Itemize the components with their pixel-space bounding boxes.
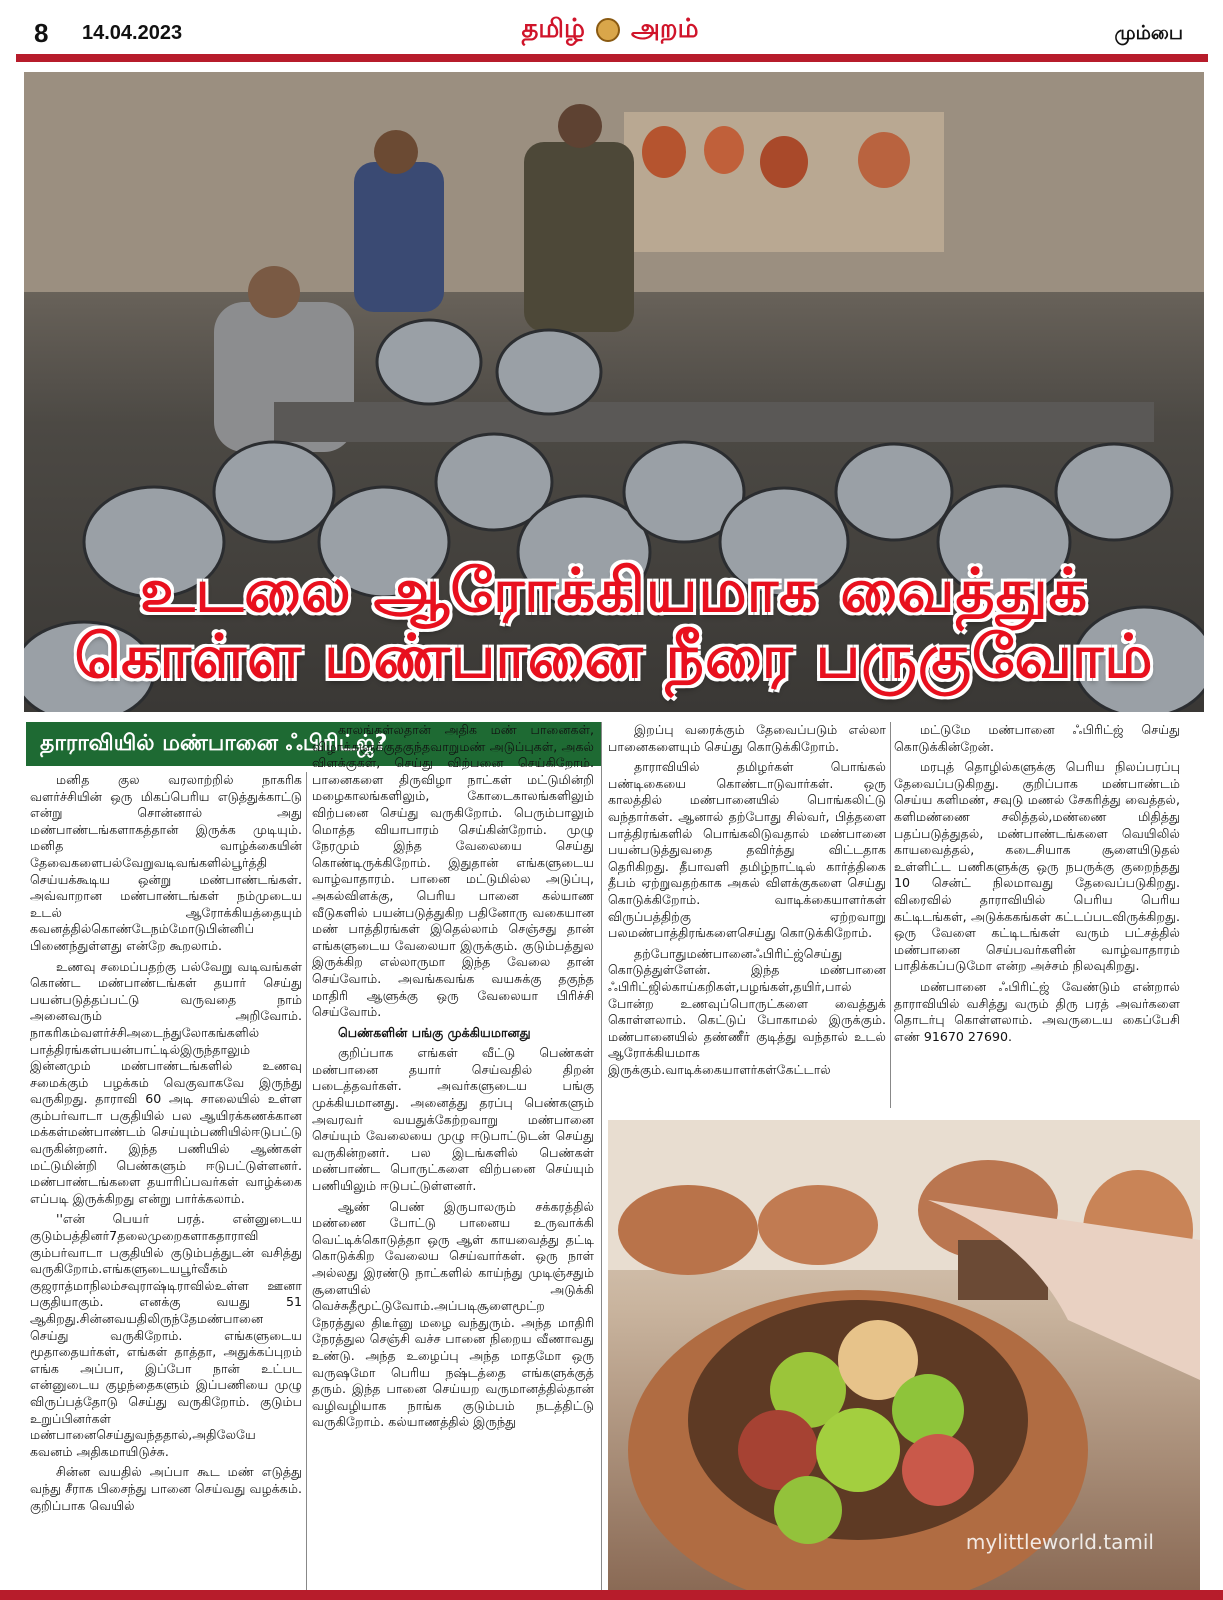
header-divider	[16, 54, 1208, 62]
article-column-2	[312, 722, 594, 1590]
paragraph: ஆண் பெண் இருபாலரும் சக்கரத்தில் மண்ணை போட்டு பானைய உருவாக்கி வெட்டிக்கொடுத்தா ஒரு ஆள் காயவைத்து தட்டி கொடுக்கிற வேலைய செய்வார்கள். ஒரு நாள் அல்லது இரண்டு நாட்களில் காய்ந்து முடிஞ்சதும் சூளையில் அடுக்கி வெச்சுதீமூட்டுவோம்.அப்படிசூளைமூட்ற நேரத்துல திடீர்னு மழை வந்துரும். அந்த மாதிரி நேரத்துல செஞ்சி வச்ச பானை நிறைய வீணாவது உண்டு. அந்த உழைப்பு அந்த மாதமோ ஒரு வருஷமோ பெரிய நஷ்டத்தை எங்களுக்குத் தரும். இந்த பானை செய்யற வருமானத்தில்தான் வழிவழியாக நாங்க குடும்பம் நடத்திட்டு வருகிறோம். கல்யாணத்தில் இருந்து	[312, 1198, 594, 1430]
paragraph: காலங்கள்லதான் அதிக மண் பானைகள், விழாக்களுக்குதகுந்தவாறுமண் அடுப்புகள், அகல் விளக்குகள், செய்து விற்பனை செய்கிறோம். பானைகளை திருவிழா நாட்கள் மட்டுமின்றி மழைகாலங்களிலும், கோடைகாலங்களிலும் விற்பனை செய்து வருகிறோம். பெரும்பாலும் மொத்த வியாபாரம் செய்கின்றோம். முழு நேரமும் இந்த வேலையை செய்து கொண்டிருக்கிறோம். இதுதான் எங்களுடைய வாழ்வாதாரம். பானை மட்டுமில்ல அடுப்பு, அகல்விளக்கு, பெரிய பானை கல்யாண வீடுகளில் பயன்படுத்துகிற பதினோரு வகையான மண் பாத்திரங்கள் இதெல்லாம் செஞ்சது தான் எங்களுடைய வேலையா இருக்கும். குடும்பத்துல இருக்கிற எல்லாருமா இந்த வேலை தான் செய்வோம். அவங்கவங்க வயசுக்கு தகுந்த மாதிரி ஆளுக்கு ஒரு வேலையா பிரிச்சி செய்வோம்.	[312, 722, 594, 1020]
paragraph: உணவு சமைப்பதற்கு பல்வேறு வடிவங்கள் கொண்ட மண்பாண்டங்கள் தயார் செய்து பயன்படுத்தப்பட்டு வருவதை நாம் அனைவரும் அறிவோம். நாகரிகம்வளர்ச்சிஅடைந்துலோகங்களில் பாத்திரங்கள்பயன்பாட்டில்இருந்தாலும் இன்னமும் மண்பாண்டங்களில் உணவு சமைக்கும் பழக்கம் வெகுவாகவே இருந்து வருகிறது. தாராவி 60 அடி சாலையில் உள்ள கும்பர்வாடா பகுதியில் பல ஆயிரக்கணக்கான மக்கள்மண்பாண்டம் செய்யும்பணியில்ஈடுபட்டு வருகின்றனர். இந்த பணியில் ஆண்கள் மட்டுமின்றி பெண்களும் ஈடுபட்டுள்ளனர். மண்பாண்டங்களை தயாரிப்பவர்கள் வாழ்க்கை எப்படி இருக்கிறது என்று பார்க்கலாம்.	[30, 958, 302, 1206]
page-header	[0, 0, 1223, 62]
paragraph: குறிப்பாக எங்கள் வீட்டு பெண்கள் மண்பானை தயார் செய்வதில் திறன் படைத்தவர்கள். அவர்களுடைய பங்கு முக்கியமானது. அனைத்து தரப்பு பெண்களும் அவரவர் வயதுக்கேற்றவாறு மண்பானை செய்யும் வேலையை முழு ஈடுபாட்டுடன் செய்து வருகின்றனர். பல இடங்களில் பெண்கள் மண்பாண்ட பொருட்களை விற்பனை செய்யும் பணியிலும் ஈடுபட்டுள்ளனர்.	[312, 1045, 594, 1194]
page-number: 8	[34, 18, 49, 48]
section-subtitle: பெண்களின் பங்கு முக்கியமானது	[338, 1024, 531, 1040]
paragraph: இறப்பு வரைக்கும் தேவைப்படும் எல்லா பானைகளையும் செய்து கொடுக்கிறோம்.	[608, 722, 886, 754]
column-divider	[890, 722, 891, 1108]
headline-line-1: உடலை ஆரோக்கியமாக வைத்துக்	[139, 556, 1089, 626]
masthead-emblem-icon	[596, 18, 620, 42]
masthead-right-text: அறம்	[631, 14, 699, 44]
paragraph: தற்போதுமண்பானைஃபிரிட்ஜ்செய்து கொடுத்துள்ளேன். இந்த மண்பானை ஃபிரிட்ஜில்காய்கறிகள்,பழங்கள்,தயிர்,பால் போன்ற உணவுப்பொருட்களை வைத்துக் கொள்ளலாம். கெட்டுப் போகாமல் இருக்கும். மண்பானையில் தண்ணீர் குடித்து வந்தால் உடல் ஆரோக்கியமாக இருக்கும்.வாடிக்கையாளர்கள்கேட்டால்	[608, 945, 886, 1077]
headline	[24, 558, 1204, 690]
column-divider	[306, 772, 307, 1590]
article-column-4	[894, 722, 1180, 1108]
paragraph: தாராவியில் தமிழர்கள் பொங்கல் பண்டிகையை கொண்டாடுவார்கள். ஒரு காலத்தில் மண்பானையில் பொங்கலிட்டு வந்தார்கள். ஆனால் தற்போது சில்வர், பித்தளை பாத்திரங்களில் பொங்கலிடுவதால் மண்பானை பயன்படுத்துவதை தவிர்த்து விட்டதாக தெரிகிறது. தீபாவளி தமிழ்நாட்டில் கார்த்திகை தீபம் ஏற்றுவதற்காக அகல் விளக்குகளை செய்து கொடுக்கிறோம். வாடிக்கையாளர்கள் விருப்பத்திற்கு ஏற்றவாறு பலமண்பாத்திரங்களைசெய்து கொடுக்கிறோம்.	[608, 759, 886, 941]
section-subhead: தாராவியில் மண்பானை ஃபிரிட்ஜ்?	[26, 722, 602, 766]
article-column-3	[608, 722, 886, 1108]
paragraph: மண்பானை ஃபிரிட்ஜ் வேண்டும் என்றால் தாராவியில் வசித்து வரும் திரு பரத் அவர்களை தொடர்பு கொள்ளலாம். அவருடைய கைப்பேசி எண் 91670 27690.	[894, 978, 1180, 1044]
paragraph: மட்டுமே மண்பானை ஃபிரிட்ஜ் செய்து கொடுக்கின்றேன்.	[894, 722, 1180, 754]
masthead-logo	[480, 14, 740, 47]
clay-pot-illustration	[608, 1120, 1200, 1590]
edition-label: மும்பை	[1114, 22, 1183, 44]
headline-line-2: கொள்ள மண்பானை நீரை பருகுவோம்	[74, 622, 1154, 692]
column-divider	[601, 722, 602, 1590]
paragraph: ''என் பெயர் பரத். என்னுடைய குடும்பத்தினர்7தலைமுறைகளாகதாராவி கும்பர்வாடா பகுதியில் குடும்பத்துடன் வசித்து வருகிறோம்.எங்களுடையபூர்வீகம் குஜராத்மாநிலம்சவுராஷ்டிராவில்உள்ள ஊனா பகுதியாகும். எனக்கு வயது 51 ஆகிறது.சின்னவயதிலிருந்தேமண்பானை செய்து வருகிறோம். எங்களுடைய மூதாதையர்கள், எங்கள் தாத்தா, அதுக்கப்புறம் எங்க அப்பா, இப்போ நான் உட்பட என்னுடைய குழந்தைகளும் இப்பணியை முழு விருப்பத்தோடு செய்து வருகிறோம். குடும்ப உறுப்பினர்கள் மண்பானைசெய்துவந்ததால்,அதிலேயே கவனம் அதிகமாயிடுச்சு.	[30, 1211, 302, 1459]
masthead-left-text: தமிழ்	[521, 14, 585, 44]
photo-clay-fridge	[608, 1120, 1200, 1590]
issue-date: 14.04.2023	[82, 22, 183, 44]
paragraph: மனித குல வரலாற்றில் நாகரிக வளர்ச்சியின் ஒரு மிகப்பெரிய எடுத்துக்காட்டு என்று சொன்னால் அது மண்பாண்டங்களாகத்தான் இருக்க முடியும். மனித வாழ்க்கையின் தேவைகளைபல்வேறுவடிவங்களில்பூர்த்தி செய்யக்கூடிய ஒன்று மண்பாண்டங்கள். அவ்வாறான மண்பாண்டங்கள் நம்முடைய உடல் ஆரோக்கியத்தையும் கவனத்தில்கொண்டேநம்மோடுபின்னிப் பிணைந்துள்ளது என்றே கூறலாம்.	[30, 772, 302, 953]
paragraph: மரபுத் தொழில்களுக்கு பெரிய நிலப்பரப்பு தேவைப்படுகிறது. குறிப்பாக மண்பாண்டம் செய்ய களிமண், சவுடு மணல் சேகரித்து வைத்தல், களிமண்ணை சலித்தல்,மண்ணை மிதித்து பதப்படுத்துதல், மண்பாண்டங்களை வெயிலில் காயவைத்தல், கடைசியாக சூளையிடுதல் உள்ளிட்ட பணிகளுக்கு ஒரு நபருக்கு குறைந்தது 10 சென்ட் நிலமாவது தேவைப்படுகிறது. விரைவில் தாராவியில் பெரிய பெரிய கட்டிடங்கள், அடுக்ககங்கள் கட்டப்படவிருக்கிறது. ஒரு வேளை கட்டிடங்கள் வரும் பட்சத்தில் மண்பானை செய்பவர்களின் வாழ்வாதாரம் பாதிக்கப்படுமோ என்ற அச்சம் நிலவுகிறது.	[894, 759, 1180, 974]
paragraph: சின்ன வயதில் அப்பா கூட மண் எடுத்து வந்து சீராக பிசைந்து பானை செய்வது வழக்கம். குறிப்பாக வெயில்	[30, 1464, 302, 1513]
footer-divider	[0, 1590, 1223, 1600]
photo-watermark: mylittleworld.tamil	[965, 1530, 1154, 1554]
article-column-1	[30, 772, 302, 1590]
